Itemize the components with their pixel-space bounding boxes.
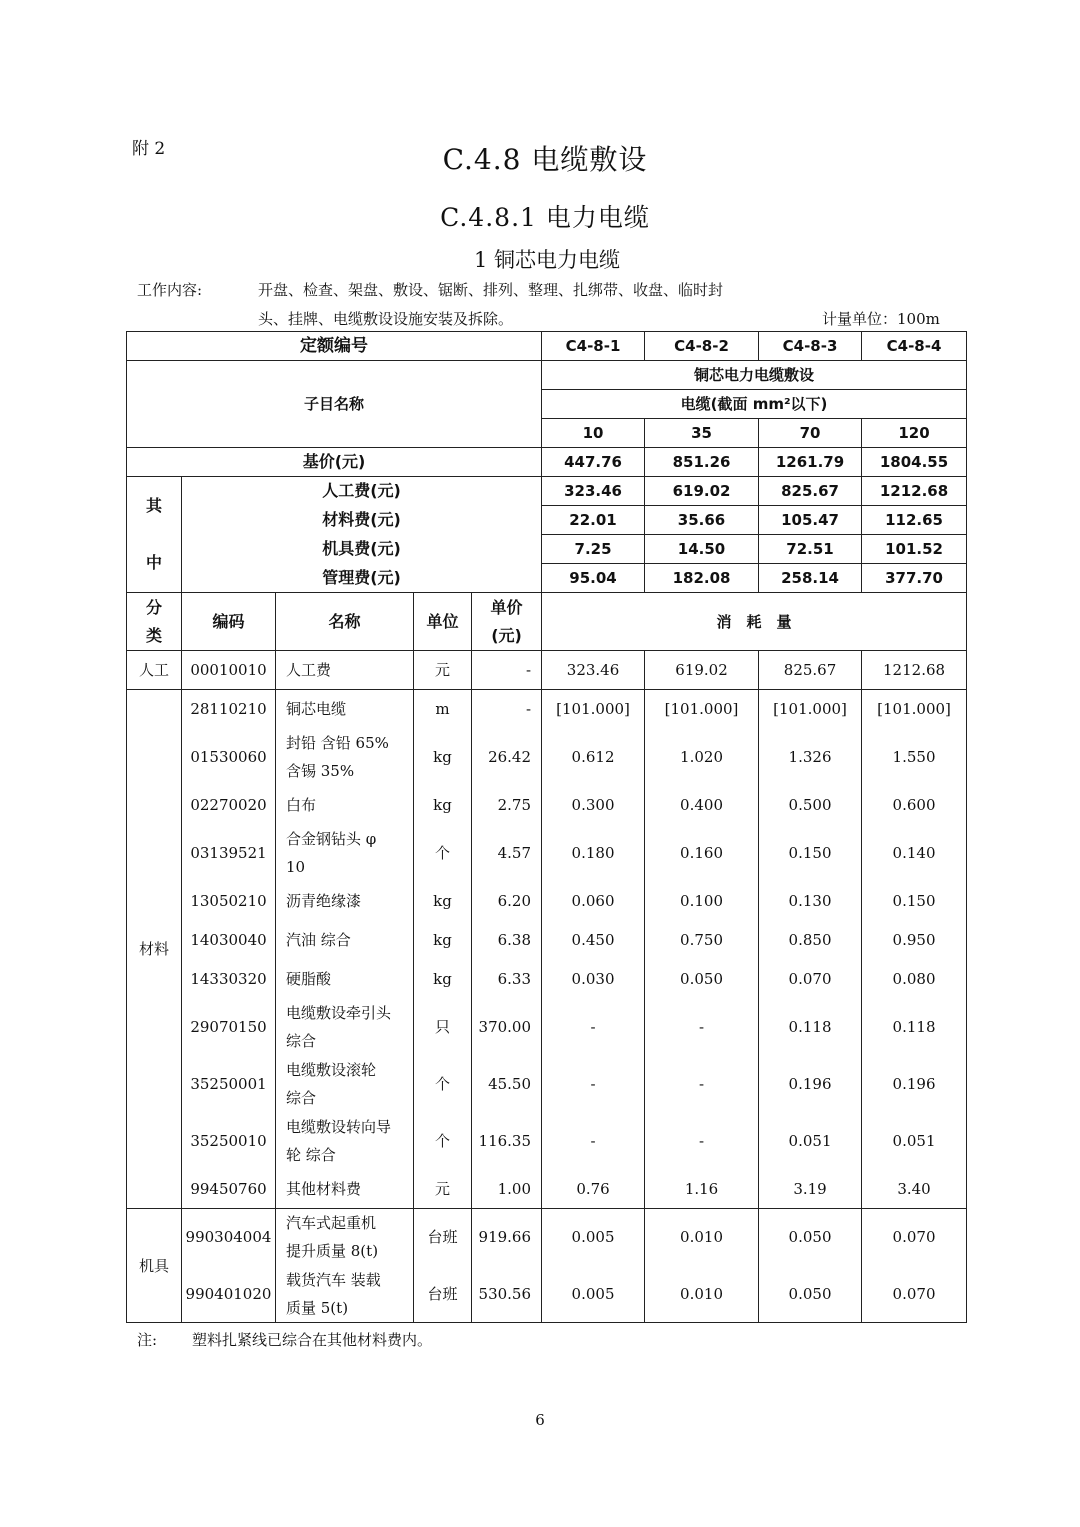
- material-name-line1: 电缆敷设滚轮: [286, 1061, 377, 1079]
- material-value: 0.130: [759, 882, 862, 921]
- material-name-line1: 白布: [286, 796, 317, 814]
- material-row: [127, 1056, 967, 1113]
- breakdown-value: 72.51: [759, 535, 862, 564]
- material-name: [276, 1170, 414, 1209]
- breakdown-value: 22.01: [542, 506, 645, 535]
- material-value: 1.550: [862, 729, 967, 786]
- machine-section: [127, 1209, 967, 1323]
- machine-value: 0.070: [862, 1266, 967, 1323]
- attachment-label: 附 2: [132, 139, 166, 159]
- breakdown-value: 619.02: [645, 477, 759, 506]
- material-row: [127, 1113, 967, 1170]
- breakdown-value: 101.52: [862, 535, 967, 564]
- machine-name-line2: 提升质量 8(t): [286, 1242, 379, 1261]
- cable-size: 10: [542, 419, 645, 448]
- material-unit: kg: [414, 921, 472, 960]
- labor-code: 00010010: [182, 651, 276, 690]
- material-price: 6.38: [472, 921, 542, 960]
- quota-table: [126, 331, 967, 1323]
- material-name-line1: 铜芯电缆: [286, 700, 347, 719]
- breakdown-value: 105.47: [759, 506, 862, 535]
- material-value: 0.300: [542, 786, 645, 825]
- machine-unit: 台班: [414, 1266, 472, 1323]
- material-value: 1.020: [645, 729, 759, 786]
- material-name: [276, 999, 414, 1056]
- cable-size: 120: [862, 419, 967, 448]
- labor-value: 1212.68: [862, 651, 967, 690]
- material-name-line1: 汽油 综合: [286, 931, 351, 949]
- unit-header: 单位: [414, 593, 472, 651]
- quota-code: C4-8-1: [542, 332, 645, 361]
- material-name-line1: 封铅 含铅 65%: [286, 734, 389, 752]
- material-name-line1: 合金钢钻头 φ: [286, 830, 377, 848]
- material-unit: 元: [414, 1170, 472, 1209]
- breakdown-label: 机具费(元): [182, 535, 542, 564]
- page-number: 6: [535, 1411, 545, 1429]
- base-price-label: 基价(元): [127, 448, 542, 477]
- material-value: 0.500: [759, 786, 862, 825]
- breakdown-value: 7.25: [542, 535, 645, 564]
- labor-value: 825.67: [759, 651, 862, 690]
- machine-code: 990401020: [182, 1266, 276, 1323]
- material-value: 0.160: [645, 825, 759, 882]
- machine-price: 919.66: [472, 1209, 542, 1266]
- material-name: [276, 1113, 414, 1170]
- material-value: 0.070: [759, 960, 862, 999]
- material-value: 0.140: [862, 825, 967, 882]
- material-row: [127, 882, 967, 921]
- section-title: C.4.8 电缆敷设: [442, 143, 648, 176]
- among-label-bottom: 中: [127, 535, 182, 593]
- material-value: -: [542, 1056, 645, 1113]
- material-value: 0.100: [645, 882, 759, 921]
- material-value: 0.196: [862, 1056, 967, 1113]
- item-name: 铜芯电力电缆敷设: [542, 361, 967, 390]
- price-header-top: 单价: [490, 597, 523, 617]
- breakdown-value: 825.67: [759, 477, 862, 506]
- material-code: 99450760: [182, 1170, 276, 1209]
- material-code: 01530060: [182, 729, 276, 786]
- material-section: [127, 690, 967, 1209]
- material-name: [276, 921, 414, 960]
- material-value: 0.150: [759, 825, 862, 882]
- material-value: 0.051: [862, 1113, 967, 1170]
- material-unit: 个: [414, 1056, 472, 1113]
- machine-value: 0.050: [759, 1209, 862, 1266]
- labor-value: 619.02: [645, 651, 759, 690]
- material-value: 0.051: [759, 1113, 862, 1170]
- material-value: 0.050: [645, 960, 759, 999]
- work-content-label: 工作内容:: [137, 281, 203, 299]
- material-price: 26.42: [472, 729, 542, 786]
- machine-value: 0.010: [645, 1209, 759, 1266]
- labor-unit: 元: [414, 651, 472, 690]
- machine-value: 0.050: [759, 1266, 862, 1323]
- material-code: 35250001: [182, 1056, 276, 1113]
- material-unit: 个: [414, 825, 472, 882]
- note-text: 塑料扎紧线已综合在其他材料费内。: [192, 1331, 433, 1349]
- material-unit: 只: [414, 999, 472, 1056]
- price-header: [472, 593, 542, 651]
- breakdown-row: [127, 535, 967, 564]
- material-code: 13050210: [182, 882, 276, 921]
- subsection-title: C.4.8.1 电力电缆: [440, 203, 650, 232]
- item-name-label: 子目名称: [127, 361, 542, 448]
- machine-name: [276, 1266, 414, 1323]
- material-price: 116.35: [472, 1113, 542, 1170]
- material-name-line1: 电缆敷设转向导: [286, 1118, 392, 1136]
- work-content-line1: 开盘、检查、架盘、敷设、锯断、排列、整理、扎绑带、收盘、临时封: [258, 281, 724, 299]
- breakdown-value: 258.14: [759, 564, 862, 593]
- breakdown-value: 1212.68: [862, 477, 967, 506]
- material-value: [101.000]: [645, 690, 759, 729]
- quota-code: C4-8-4: [862, 332, 967, 361]
- machine-price: 530.56: [472, 1266, 542, 1323]
- machine-name-line1: 汽车式起重机: [286, 1214, 377, 1233]
- quota-code: C4-8-3: [759, 332, 862, 361]
- material-code: 29070150: [182, 999, 276, 1056]
- breakdown-row: [127, 564, 967, 593]
- material-value: 1.16: [645, 1170, 759, 1209]
- material-value: 0.118: [862, 999, 967, 1056]
- labor-row: [127, 651, 967, 690]
- material-value: -: [542, 999, 645, 1056]
- material-value: 0.400: [645, 786, 759, 825]
- base-price-row: [127, 448, 967, 477]
- material-name: [276, 960, 414, 999]
- machine-category: 机具: [127, 1209, 182, 1323]
- material-code: 35250010: [182, 1113, 276, 1170]
- material-unit: kg: [414, 960, 472, 999]
- material-unit: 个: [414, 1113, 472, 1170]
- item-title: 1 铜芯电力电缆: [473, 248, 621, 272]
- material-row: [127, 999, 967, 1056]
- breakdown-value: 14.50: [645, 535, 759, 564]
- material-name: [276, 690, 414, 729]
- material-value: -: [542, 1113, 645, 1170]
- breakdown-value: 182.08: [645, 564, 759, 593]
- material-value: 3.19: [759, 1170, 862, 1209]
- material-price: 1.00: [472, 1170, 542, 1209]
- breakdown-value: 323.46: [542, 477, 645, 506]
- material-unit: m: [414, 690, 472, 729]
- breakdown-value: 377.70: [862, 564, 967, 593]
- material-value: 0.850: [759, 921, 862, 960]
- material-name: [276, 825, 414, 882]
- material-row: [127, 921, 967, 960]
- machine-name-line2: 质量 5(t): [286, 1298, 349, 1317]
- breakdown-value: 95.04: [542, 564, 645, 593]
- machine-row: [127, 1266, 967, 1323]
- cable-size: 70: [759, 419, 862, 448]
- code-header: 编码: [182, 593, 276, 651]
- quota-number-row: [127, 332, 967, 361]
- material-row: [127, 825, 967, 882]
- material-value: -: [645, 999, 759, 1056]
- work-content-line2: 头、挂牌、电缆敷设设施安装及拆除。: [258, 310, 514, 328]
- material-value: -: [645, 1113, 759, 1170]
- material-code: 14330320: [182, 960, 276, 999]
- material-row: [127, 960, 967, 999]
- machine-code: 990304004: [182, 1209, 276, 1266]
- material-code: 02270020: [182, 786, 276, 825]
- material-price: 6.33: [472, 960, 542, 999]
- column-header-row: [127, 593, 967, 651]
- labor-price: -: [472, 651, 542, 690]
- material-name: [276, 1056, 414, 1113]
- material-value: 0.600: [862, 786, 967, 825]
- price-header-bottom: (元): [491, 625, 522, 645]
- material-value: 0.080: [862, 960, 967, 999]
- machine-row: [127, 1209, 967, 1266]
- breakdown-value: 112.65: [862, 506, 967, 535]
- breakdown-label: 材料费(元): [182, 506, 542, 535]
- material-name-line1: 沥青绝缘漆: [286, 892, 362, 910]
- material-value: 3.40: [862, 1170, 967, 1209]
- machine-value: 0.005: [542, 1209, 645, 1266]
- material-row: [127, 1170, 967, 1209]
- material-name-line2: 轮 综合: [286, 1146, 336, 1164]
- material-name-line2: 10: [286, 858, 306, 876]
- base-price: 851.26: [645, 448, 759, 477]
- machine-unit: 台班: [414, 1209, 472, 1266]
- material-name-line2: 综合: [286, 1089, 317, 1107]
- note-label: 注:: [137, 1331, 158, 1349]
- material-row: [127, 729, 967, 786]
- material-name: [276, 882, 414, 921]
- material-price: 2.75: [472, 786, 542, 825]
- labor-value: 323.46: [542, 651, 645, 690]
- consumption-header: 消 耗 量: [542, 593, 967, 651]
- labor-name: 人工费: [276, 651, 414, 690]
- material-name: [276, 729, 414, 786]
- material-unit: kg: [414, 729, 472, 786]
- category-header-top: 分: [145, 597, 162, 617]
- material-price: -: [472, 690, 542, 729]
- material-value: 0.060: [542, 882, 645, 921]
- breakdown-label: 管理费(元): [182, 564, 542, 593]
- name-header: 名称: [276, 593, 414, 651]
- cable-size: 35: [645, 419, 759, 448]
- breakdown-value: 35.66: [645, 506, 759, 535]
- material-value: 0.450: [542, 921, 645, 960]
- material-unit: kg: [414, 786, 472, 825]
- material-name-line1: 硬脂酸: [286, 970, 332, 988]
- material-name: [276, 786, 414, 825]
- machine-name-line1: 载货汽车 装载: [286, 1270, 381, 1289]
- material-price: 370.00: [472, 999, 542, 1056]
- breakdown-label: 人工费(元): [182, 477, 542, 506]
- material-value: -: [645, 1056, 759, 1113]
- material-unit: kg: [414, 882, 472, 921]
- material-row: [127, 786, 967, 825]
- material-price: 45.50: [472, 1056, 542, 1113]
- quota-number-label: 定额编号: [127, 332, 542, 361]
- machine-value: 0.010: [645, 1266, 759, 1323]
- material-price: 4.57: [472, 825, 542, 882]
- base-price: 1261.79: [759, 448, 862, 477]
- quota-code: C4-8-2: [645, 332, 759, 361]
- material-code: 14030040: [182, 921, 276, 960]
- material-value: 0.180: [542, 825, 645, 882]
- category-header: [127, 593, 182, 651]
- among-label-top: 其: [127, 477, 182, 535]
- material-value: [101.000]: [862, 690, 967, 729]
- base-price: 1804.55: [862, 448, 967, 477]
- material-value: 1.326: [759, 729, 862, 786]
- material-row: [127, 690, 967, 729]
- material-value: 0.196: [759, 1056, 862, 1113]
- breakdown-row: [127, 506, 967, 535]
- material-name-line1: 其他材料费: [286, 1179, 362, 1198]
- category-header-bottom: 类: [145, 625, 162, 645]
- labor-category: 人工: [127, 651, 182, 690]
- machine-value: 0.005: [542, 1266, 645, 1323]
- material-value: 0.612: [542, 729, 645, 786]
- material-name-line2: 含锡 35%: [286, 762, 355, 780]
- material-name-line1: 电缆敷设牵引头: [286, 1004, 392, 1022]
- material-value: 0.950: [862, 921, 967, 960]
- material-value: [101.000]: [759, 690, 862, 729]
- base-price: 447.76: [542, 448, 645, 477]
- material-value: 0.118: [759, 999, 862, 1056]
- material-value: 0.76: [542, 1170, 645, 1209]
- material-code: 03139521: [182, 825, 276, 882]
- breakdown-row: [127, 477, 967, 506]
- cable-spec: 电缆(截面 mm²以下): [542, 390, 967, 419]
- material-name-line2: 综合: [286, 1032, 317, 1050]
- material-value: 0.030: [542, 960, 645, 999]
- material-code: 28110210: [182, 690, 276, 729]
- material-category: 材料: [127, 690, 182, 1209]
- material-value: 0.150: [862, 882, 967, 921]
- item-name-row: [127, 361, 967, 390]
- material-value: [101.000]: [542, 690, 645, 729]
- machine-value: 0.070: [862, 1209, 967, 1266]
- machine-name: [276, 1209, 414, 1266]
- material-price: 6.20: [472, 882, 542, 921]
- measurement-unit: 计量单位：100m: [822, 310, 940, 328]
- material-value: 0.750: [645, 921, 759, 960]
